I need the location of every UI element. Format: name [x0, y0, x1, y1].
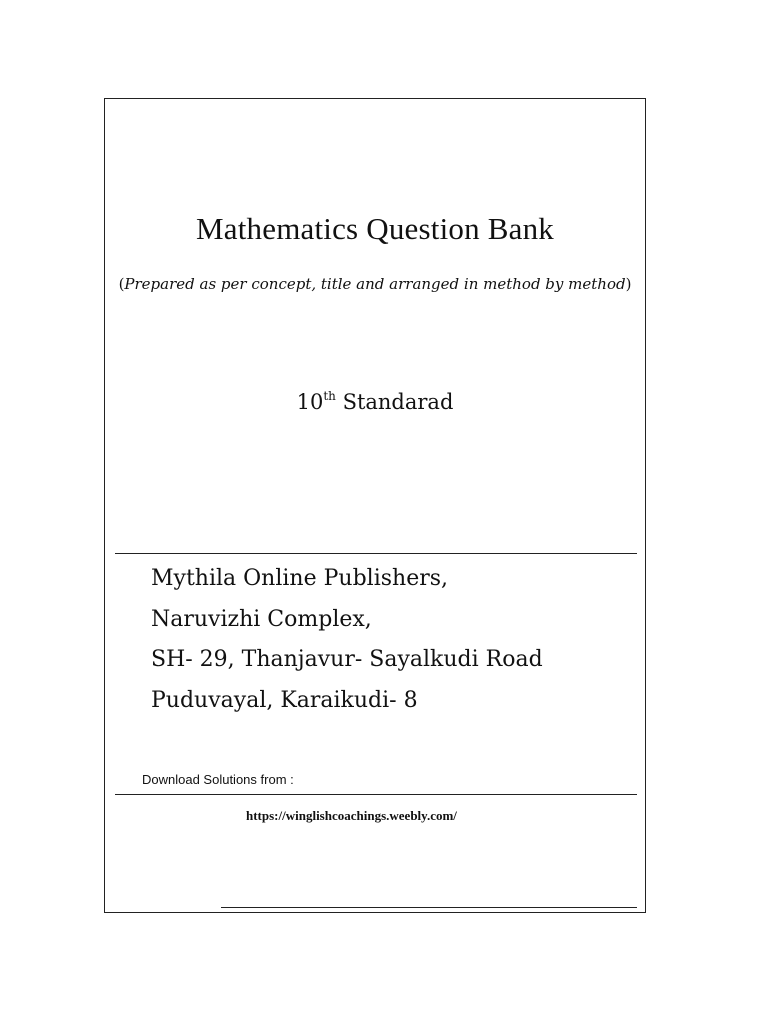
standard-word: Standarad — [342, 390, 454, 414]
subtitle-open-paren: ( — [118, 275, 125, 293]
publisher-name: Mythila Online Publishers, — [151, 566, 449, 591]
standard-number: 10 — [296, 390, 324, 414]
download-url-link[interactable]: https://winglishcoachings.weebly.com/ — [246, 808, 457, 823]
divider-middle — [115, 794, 637, 795]
standard-heading — [105, 390, 645, 414]
page-title: Mathematics Question Bank — [196, 211, 554, 246]
standard-suffix: th — [323, 389, 336, 403]
address-line-city: Puduvayal, Karaikudi- 8 — [151, 687, 418, 713]
download-label: Download Solutions from : — [142, 772, 294, 787]
address-line-building: Naruvizhi Complex, — [151, 606, 372, 632]
address-line-road: SH- 29, Thanjavur- Sayalkudi Road — [151, 647, 543, 672]
cover-frame — [104, 98, 646, 913]
subtitle-close-paren: ) — [625, 275, 632, 293]
subtitle — [105, 275, 645, 293]
subtitle-text: Prepared as per concept, title and arranged in method by method — [124, 275, 626, 293]
divider-bottom — [221, 907, 637, 908]
divider-top — [115, 553, 637, 554]
publisher-address — [151, 559, 543, 721]
